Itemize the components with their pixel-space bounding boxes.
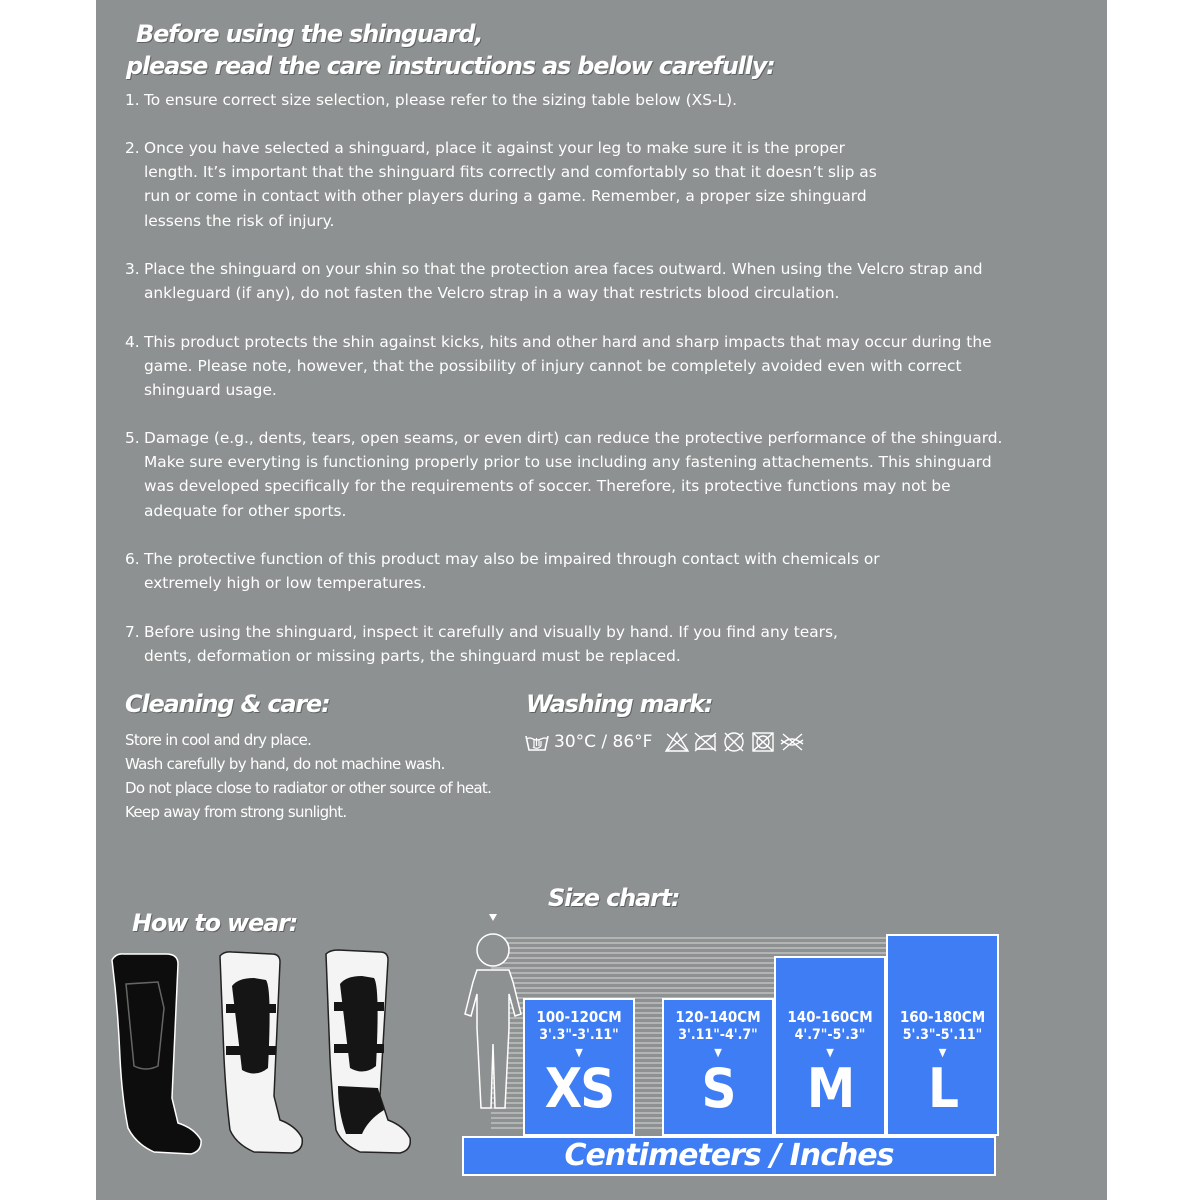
hand-wash-icon <box>524 731 550 753</box>
down-arrow-icon: ▼ <box>575 1046 583 1059</box>
instruction-number: 5. <box>125 429 140 447</box>
size-label: M <box>806 1057 854 1120</box>
instruction-text: Once you have selected a shinguard, place it against your leg to make sure it is the proper length. It’s important that the shinguard fits correctly and comfortably so that it doesn’t slip as run or come in contact with other players during a game. Remember, a proper size shinguard lessens the risk of injury. <box>144 139 877 230</box>
instruction-item <box>125 88 1005 112</box>
size-label: XS <box>544 1057 614 1120</box>
size-box-l <box>886 934 999 1136</box>
instruction-text: Damage (e.g., dents, tears, open seams, or even dirt) can reduce the protective performance of the shinguard. Make sure everyting is functioning properly prior to use including any fastening attachements. This shinguard was developed specifically for the requirements of soccer. Therefore, its protective functions may not be adequate for other sports. <box>144 429 1003 520</box>
no-tumble-dry-icon <box>753 733 773 751</box>
instruction-text: To ensure correct size selection, please refer to the sizing table below (XS-L). <box>144 91 737 110</box>
instruction-text: Before using the shinguard, inspect it carefully and visually by hand. If you find any tears, dents, deformation or missing parts, the shinguard must be replaced. <box>144 623 838 666</box>
size-inches: 4'.7"-5'.3" <box>794 1027 866 1043</box>
size-inches: 3'.11"-4'.7" <box>678 1027 758 1043</box>
no-iron-icon <box>695 733 716 751</box>
black-sock-shinguard-icon <box>112 954 201 1154</box>
how-to-wear-title: How to wear: <box>132 909 298 937</box>
down-arrow-icon: ▼ <box>714 1046 722 1059</box>
size-box-s <box>662 998 774 1136</box>
instruction-item <box>125 620 885 668</box>
washing-title: Washing mark: <box>526 690 713 718</box>
size-cm: 120-140CM <box>675 1008 761 1026</box>
size-box-xs <box>523 998 635 1136</box>
instruction-number: 3. <box>125 260 140 278</box>
instruction-item <box>125 426 1010 523</box>
instruction-item <box>125 257 995 305</box>
size-cm: 160-180CM <box>899 1008 986 1026</box>
instruction-item <box>125 136 890 233</box>
size-label: L <box>928 1057 957 1120</box>
no-dry-clean-icon <box>725 733 743 751</box>
washing-restriction-icons <box>664 731 822 753</box>
care-instructions-panel <box>96 0 1107 1200</box>
cleaning-line: Store in cool and dry place. <box>125 731 312 749</box>
size-label: S <box>701 1057 735 1120</box>
instruction-number: 2. <box>125 139 140 157</box>
no-bleach-icon <box>666 733 688 751</box>
cleaning-title: Cleaning & care: <box>125 690 330 718</box>
instruction-item <box>125 330 1005 403</box>
size-cm: 100-120CM <box>536 1008 622 1026</box>
how-to-wear-illustration <box>106 948 411 1163</box>
cleaning-line: Do not place close to radiator or other source of heat. <box>125 779 492 797</box>
size-box-m <box>774 956 886 1136</box>
no-wring-icon <box>781 734 803 750</box>
cleaning-line: Wash carefully by hand, do not machine wash. <box>125 755 445 773</box>
instruction-number: 1. <box>125 91 140 109</box>
down-arrow-icon: ▼ <box>826 1046 834 1059</box>
instruction-number: 6. <box>125 550 140 568</box>
down-arrow-icon: ▼ <box>938 1046 947 1059</box>
instruction-text: The protective function of this product may also be impaired through contact with chemicals or extremely high or low temperatures. <box>144 550 880 593</box>
instruction-text: Place the shinguard on your shin so that the protection area faces outward. When using the Velcro strap and ankleguard (if any), do not fasten the Velcro strap in a way that restricts blood circulation. <box>144 260 983 303</box>
washing-temperature: 30°C / 86°F <box>554 732 653 752</box>
cleaning-line: Keep away from strong sunlight. <box>125 803 347 821</box>
size-cm: 140-160CM <box>787 1008 873 1026</box>
header-line-2: please read the care instructions as below carefully: <box>126 52 775 80</box>
units-footer-bar: Centimeters / Inches <box>462 1136 996 1176</box>
washing-marks <box>524 729 822 755</box>
size-inches: 3'.3"-3'.11" <box>539 1027 619 1043</box>
instruction-item <box>125 547 915 595</box>
white-shinguard-ankle-strap-icon <box>326 950 410 1153</box>
size-chart-title: Size chart: <box>548 884 680 912</box>
instruction-number: 4. <box>125 333 140 351</box>
instruction-number: 7. <box>125 623 140 641</box>
header-line-1: Before using the shinguard, <box>136 20 483 48</box>
instruction-text: This product protects the shin against kicks, hits and other hard and sharp impacts that may occur during the game. Please note, however, that the possibility of injury cannot be completely avoided even with correct shinguard usage. <box>144 333 992 400</box>
size-inches: 5'.3"-5'.11" <box>902 1027 983 1043</box>
white-shinguard-strap-icon <box>220 952 302 1153</box>
head-pointer-icon <box>489 914 497 921</box>
child-silhouette-icon <box>465 934 521 1108</box>
